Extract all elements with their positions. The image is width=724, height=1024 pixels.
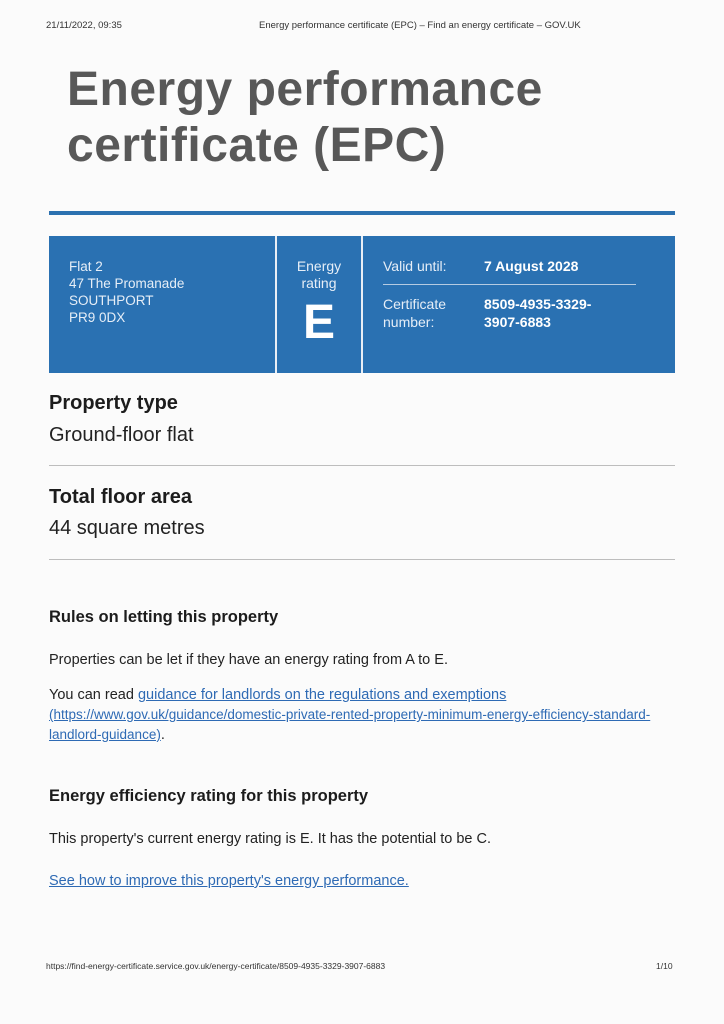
page-number: 1/10	[656, 961, 673, 971]
print-page-title: Energy performance certificate (EPC) – Find an energy certificate – GOV.UK	[259, 20, 581, 31]
landlord-guidance-url[interactable]: (https://www.gov.uk/guidance/domestic-private-rented-property-minimum-energy-efficiency-standard-landlord-guidance)	[49, 707, 651, 742]
letting-rules-text: Properties can be let if they have an energy rating from A to E.	[49, 652, 448, 668]
improve-performance-link[interactable]: See how to improve this property's energy performance.	[49, 873, 409, 889]
valid-until-label: Valid until:	[383, 258, 447, 274]
landlord-guidance-link[interactable]: guidance for landlords on the regulations and exemptions	[137, 687, 507, 703]
title-divider	[49, 211, 675, 215]
address-line: Flat 2	[69, 259, 103, 274]
divider	[49, 559, 675, 560]
print-date: 21/11/2022, 09:35	[46, 20, 122, 31]
letting-rules-heading: Rules on letting this property	[49, 608, 279, 626]
read-prefix: You can read	[49, 687, 138, 703]
read-suffix: .	[160, 727, 165, 743]
property-type-value: Ground-floor flat	[49, 424, 194, 446]
certificate-details	[363, 236, 675, 373]
address-line: SOUTHPORT	[69, 293, 154, 308]
footer-url: https://find-energy-certificate.service.gov.uk/energy-certificate/8509-4935-3329-3907-6883	[46, 961, 386, 971]
floor-area-heading: Total floor area	[49, 486, 192, 508]
divider	[49, 465, 675, 466]
valid-until-value: 7 August 2028	[484, 258, 579, 274]
certificate-number-value: 8509-4935-3329-3907-6883	[484, 296, 592, 330]
property-type-heading: Property type	[49, 392, 178, 414]
improve-performance-paragraph	[49, 872, 679, 891]
property-address	[49, 236, 277, 373]
address-line: PR9 0DX	[69, 310, 126, 325]
landlord-guidance-paragraph	[49, 686, 679, 745]
efficiency-rating-heading: Energy efficiency rating for this property	[49, 787, 369, 805]
floor-area-value: 44 square metres	[49, 517, 205, 539]
efficiency-rating-text: This property's current energy rating is E. It has the potential to be C.	[49, 831, 492, 847]
certificate-number-label: Certificate number:	[383, 296, 447, 330]
epc-summary-panel	[49, 236, 675, 373]
energy-rating-label: Energy rating	[296, 258, 342, 291]
certificate-divider	[383, 284, 636, 285]
energy-rating-block	[277, 236, 363, 373]
energy-rating-letter: E	[302, 296, 335, 349]
address-line: 47 The Promanade	[69, 276, 185, 291]
page-title: Energy performance certificate (EPC)	[67, 63, 543, 172]
